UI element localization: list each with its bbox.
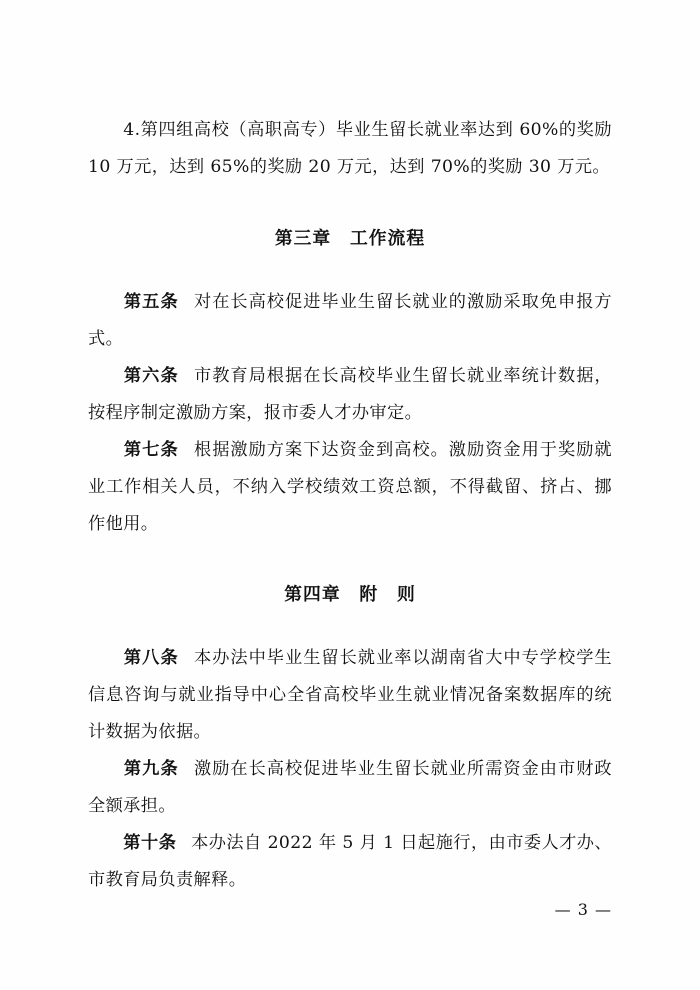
article-seven: [88, 432, 612, 543]
spacer: [88, 631, 612, 640]
article-seven-label: 第七条: [123, 439, 179, 460]
document-body: [88, 112, 612, 899]
chapter-four-heading: 第四章 附 则: [284, 584, 416, 606]
article-five-text: 对在长高校促进毕业生留长就业的激励采取免申报方式。: [88, 291, 612, 349]
page-number: — 3 —: [554, 900, 612, 919]
article-ten-text: 本办法自 2022 年 5 月 1 日起施行，由市委人才办、市教育局负责解释。: [88, 833, 612, 891]
spacer: [88, 186, 612, 202]
article-eight-text: 本办法中毕业生留长就业率以湖南省大中专学校学生信息咨询与就业指导中心全省高校毕业生就业情况备案数据库的统计数据为依据。: [88, 648, 612, 743]
paragraph-item-4: [88, 112, 612, 186]
article-six-label: 第六条: [123, 365, 179, 386]
article-ten-label: 第十条: [123, 833, 177, 854]
article-nine-label: 第九条: [123, 759, 179, 780]
article-five: [88, 284, 612, 358]
article-nine: [88, 751, 612, 825]
article-six: [88, 358, 612, 432]
article-seven-text: 根据激励方案下达资金到高校。激励资金用于奖励就业工作相关人员，不纳入学校绩效工资总额，不得截留、挤占、挪作他用。: [88, 439, 612, 534]
paragraph-item-4-text: 4.第四组高校（高职高专）毕业生留长就业率达到 60%的奖励 10 万元，达到 65%的奖励 20 万元，达到 70%的奖励 30 万元。: [88, 120, 612, 177]
article-five-label: 第五条: [123, 291, 179, 312]
spacer: [88, 275, 612, 284]
article-eight-label: 第八条: [123, 648, 179, 669]
spacer: [88, 543, 612, 559]
article-six-text: 市教育局根据在长高校毕业生留长就业率统计数据，按程序制定激励方案，报市委人才办审定。: [88, 365, 612, 423]
article-ten: [88, 825, 612, 899]
article-eight: [88, 640, 612, 751]
chapter-three-heading: 第三章 工作流程: [274, 227, 426, 249]
article-nine-text: 激励在长高校促进毕业生留长就业所需资金由市财政全额承担。: [88, 759, 612, 817]
